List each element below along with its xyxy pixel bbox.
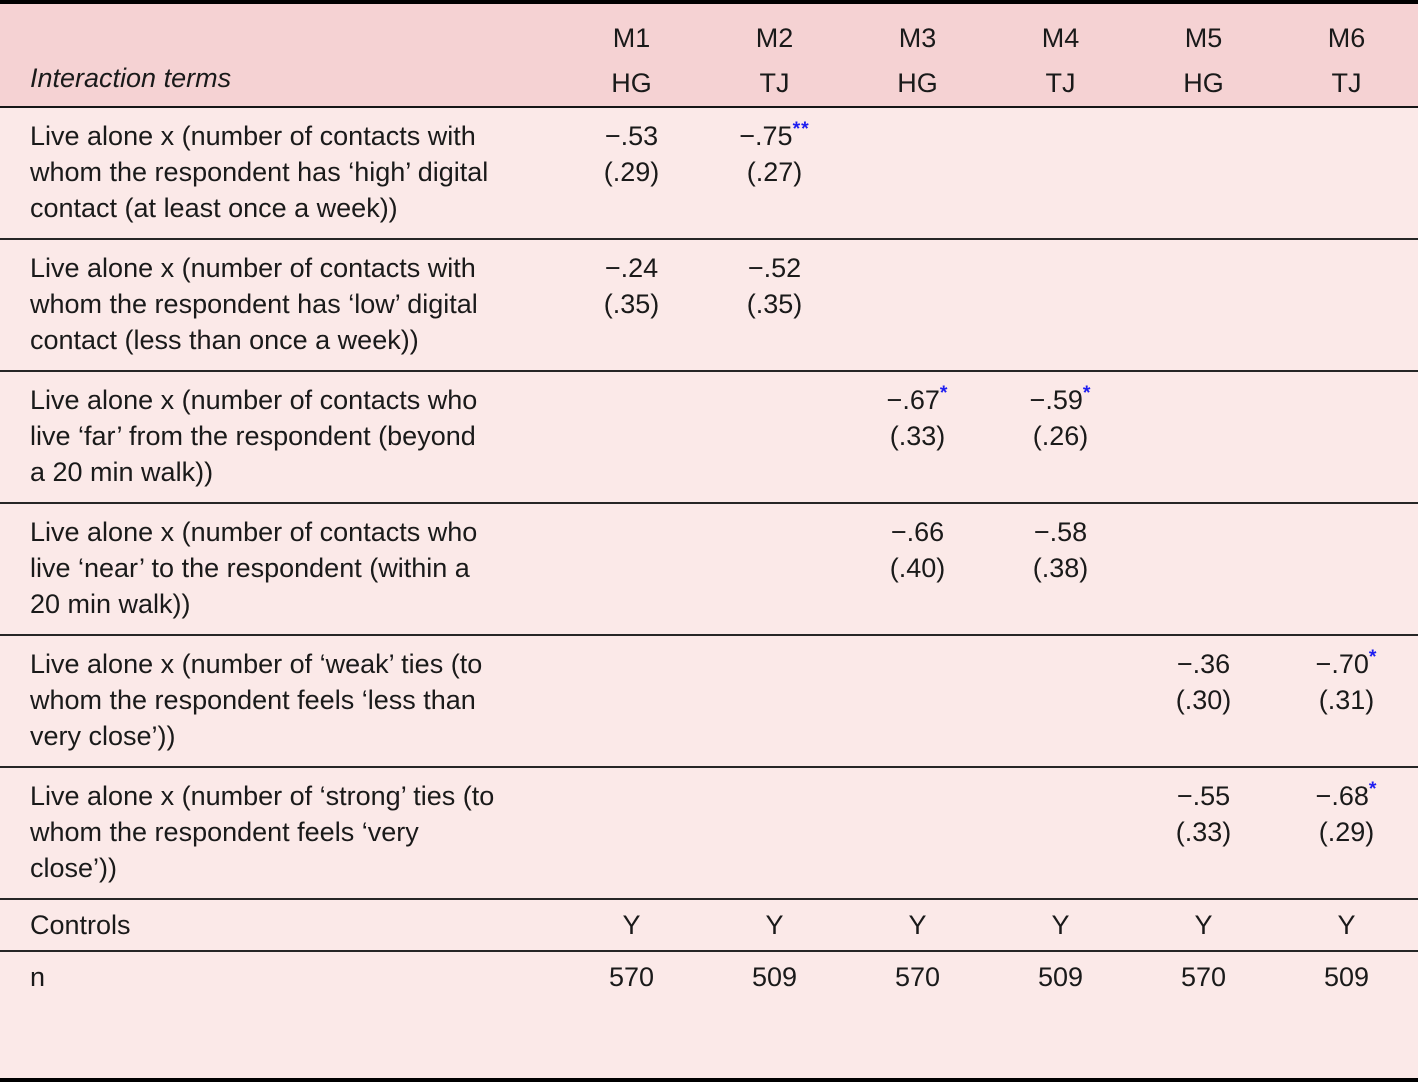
estimate-value: −.24 <box>604 253 659 283</box>
row-label: Live alone x (number of contacts who live ‘near’ to the respondent (within a 20 min walk)) <box>0 503 560 635</box>
coef-cell <box>1132 635 1275 767</box>
standard-error: (.38) <box>1032 553 1089 583</box>
table-body <box>0 107 1418 1002</box>
coef-cell <box>560 767 703 899</box>
group-label: TJ <box>759 68 790 98</box>
coef-cell <box>846 503 989 635</box>
coef-cell <box>846 635 989 767</box>
row-label: Live alone x (number of ‘strong’ ties (to whom the respondent feels ‘very close’)) <box>0 767 560 899</box>
coef-cell <box>703 107 846 239</box>
coef-cell <box>703 635 846 767</box>
coef-cell <box>989 239 1132 371</box>
estimate-value: −.36 <box>1176 649 1231 679</box>
estimate-value: −.68* <box>1315 778 1378 811</box>
coef-cell <box>1275 371 1418 503</box>
header-col-m4 <box>989 4 1132 107</box>
coef-cell <box>1132 107 1275 239</box>
header-col-m5 <box>1132 4 1275 107</box>
footer-value: Y <box>989 899 1132 951</box>
coef-cell <box>560 635 703 767</box>
estimate-value: −.55 <box>1176 781 1231 811</box>
footer-label: Controls <box>0 899 560 951</box>
estimate-value: −.53 <box>604 121 659 151</box>
standard-error: (.27) <box>746 157 803 187</box>
coef-cell <box>989 371 1132 503</box>
standard-error: (.31) <box>1318 685 1375 715</box>
table-row <box>0 767 1418 899</box>
footer-value: 509 <box>751 962 798 992</box>
model-label: M6 <box>1327 23 1366 53</box>
coef-cell <box>989 635 1132 767</box>
coef-cell <box>1132 767 1275 899</box>
table-row <box>0 239 1418 371</box>
group-label: HG <box>1183 68 1224 98</box>
table-row <box>0 107 1418 239</box>
estimate-value: −.75** <box>739 118 810 151</box>
header-label-cell <box>0 4 560 107</box>
estimate-value: −.59* <box>1029 382 1092 415</box>
model-label: M4 <box>1041 23 1080 53</box>
header-row <box>0 4 1418 107</box>
footer-row <box>0 951 1418 1002</box>
estimate-value: −.66 <box>890 517 945 547</box>
footer-value: Y <box>1132 899 1275 951</box>
significance-stars: ** <box>792 118 810 140</box>
group-label: TJ <box>1045 68 1076 98</box>
row-label: Live alone x (number of contacts who live ‘far’ from the respondent (beyond a 20 min walk)) <box>0 371 560 503</box>
coef-cell <box>989 503 1132 635</box>
header-col-m3 <box>846 4 989 107</box>
group-label: TJ <box>1331 68 1362 98</box>
coef-cell <box>560 107 703 239</box>
standard-error: (.35) <box>746 289 803 319</box>
coef-cell <box>1132 239 1275 371</box>
footer-value: 509 <box>1037 962 1084 992</box>
interaction-terms-heading: Interaction terms <box>30 63 232 93</box>
coef-cell <box>1275 239 1418 371</box>
footer-value: 570 <box>608 962 655 992</box>
footer-value: Y <box>560 899 703 951</box>
significance-stars: * <box>939 382 949 404</box>
coef-cell <box>560 503 703 635</box>
coef-cell <box>703 767 846 899</box>
coef-cell <box>846 107 989 239</box>
significance-stars: * <box>1368 646 1378 668</box>
coef-cell <box>989 107 1132 239</box>
footer-value: 570 <box>894 962 941 992</box>
header-col-m1 <box>560 4 703 107</box>
estimate-value: −.58 <box>1033 517 1088 547</box>
standard-error: (.26) <box>1032 421 1089 451</box>
coef-cell <box>560 371 703 503</box>
standard-error: (.29) <box>1318 817 1375 847</box>
coef-cell <box>1132 503 1275 635</box>
significance-stars: * <box>1368 778 1378 800</box>
coef-cell <box>703 503 846 635</box>
footer-label: n <box>30 962 46 992</box>
footer-value: 509 <box>1323 962 1370 992</box>
footer-value: Y <box>703 899 846 951</box>
coef-cell <box>560 239 703 371</box>
coef-cell <box>1275 635 1418 767</box>
standard-error: (.33) <box>889 421 946 451</box>
row-label: Live alone x (number of contacts with whom the respondent has ‘low’ digital contact (less than once a week)) <box>0 239 560 371</box>
coef-cell <box>1275 767 1418 899</box>
header-col-m6 <box>1275 4 1418 107</box>
header-col-m2 <box>703 4 846 107</box>
standard-error: (.29) <box>603 157 660 187</box>
row-label: Live alone x (number of ‘weak’ ties (to whom the respondent feels ‘less than very close’)) <box>0 635 560 767</box>
coef-cell <box>1275 503 1418 635</box>
table-row <box>0 371 1418 503</box>
group-label: HG <box>897 68 938 98</box>
model-label: M2 <box>755 23 794 53</box>
standard-error: (.33) <box>1175 817 1232 847</box>
footer-value: Y <box>846 899 989 951</box>
table-row <box>0 635 1418 767</box>
coef-cell <box>846 371 989 503</box>
model-label: M3 <box>898 23 937 53</box>
coef-cell <box>1132 371 1275 503</box>
coef-cell <box>1275 107 1418 239</box>
coef-cell <box>846 767 989 899</box>
table-row <box>0 503 1418 635</box>
footer-row <box>0 899 1418 951</box>
group-label: HG <box>611 68 652 98</box>
model-label: M1 <box>612 23 651 53</box>
standard-error: (.30) <box>1175 685 1232 715</box>
standard-error: (.40) <box>889 553 946 583</box>
model-label: M5 <box>1184 23 1223 53</box>
estimate-value: −.70* <box>1315 646 1378 679</box>
regression-table <box>0 4 1418 1002</box>
coef-cell <box>703 371 846 503</box>
coef-cell <box>989 767 1132 899</box>
standard-error: (.35) <box>603 289 660 319</box>
footer-value: 570 <box>1180 962 1227 992</box>
row-label: Live alone x (number of contacts with whom the respondent has ‘high’ digital contact (at least once a week)) <box>0 107 560 239</box>
estimate-value: −.67* <box>886 382 949 415</box>
coef-cell <box>703 239 846 371</box>
significance-stars: * <box>1082 382 1092 404</box>
coef-cell <box>846 239 989 371</box>
footer-value: Y <box>1275 899 1418 951</box>
estimate-value: −.52 <box>747 253 802 283</box>
